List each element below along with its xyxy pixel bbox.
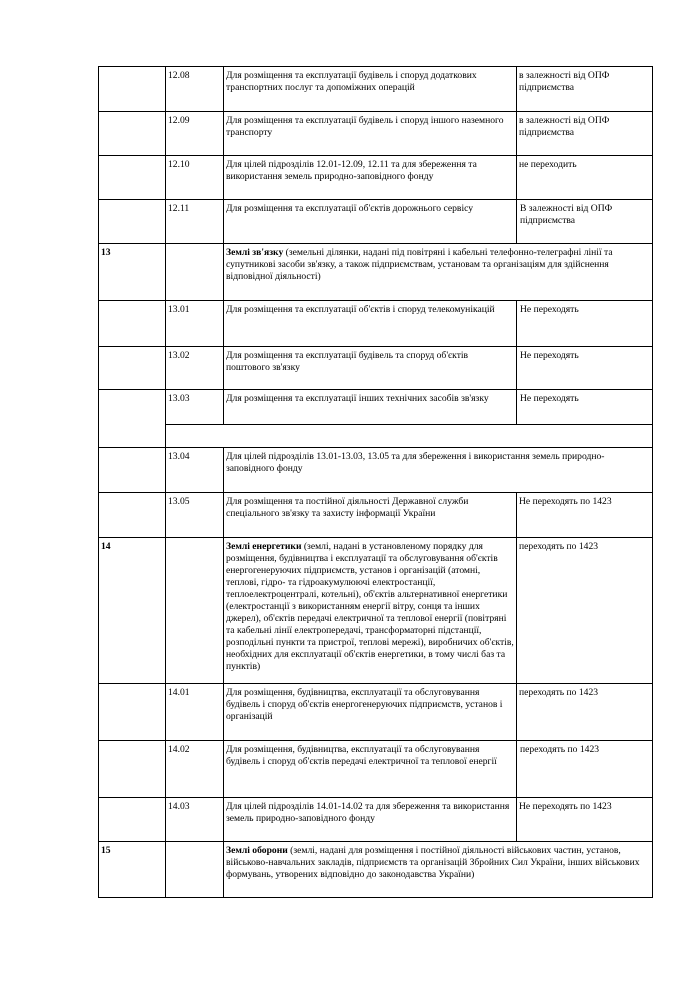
status-cell: переходять по 1423 bbox=[517, 538, 653, 684]
status-cell: переходять по 1423 bbox=[517, 684, 653, 741]
table-row bbox=[99, 493, 653, 538]
empty-cell bbox=[166, 425, 653, 448]
code-cell: 12.08 bbox=[166, 67, 224, 112]
table-row bbox=[99, 200, 653, 244]
section-description bbox=[224, 842, 653, 898]
code-cell: 12.11 bbox=[166, 200, 224, 244]
section-cell bbox=[99, 200, 166, 244]
section-number: 14 bbox=[99, 538, 166, 684]
status-cell: в залежності від ОПФ підприємства bbox=[517, 67, 653, 112]
name-cell: Для розміщення та експлуатації інших технічних засобів зв'язку bbox=[224, 390, 517, 425]
status-cell: Не переходять по 1423 bbox=[517, 798, 653, 842]
section-row bbox=[99, 538, 653, 684]
table-row bbox=[99, 448, 653, 493]
status-cell: переходять по 1423 bbox=[517, 741, 653, 798]
code-cell: 14.01 bbox=[166, 684, 224, 741]
section-cell bbox=[99, 301, 166, 347]
name-cell: Для розміщення, будівництва, експлуатації та обслуговування будівель і споруд об'єктів енергогенеруючих підприємств, установ і організацій bbox=[224, 684, 517, 741]
section-cell bbox=[99, 798, 166, 842]
section-title: Землі енергетики bbox=[226, 541, 302, 552]
name-cell: Для розміщення та експлуатації об'єктів дорожнього сервісу bbox=[224, 200, 517, 244]
section-title: Землі оборони bbox=[226, 845, 288, 856]
section-cell bbox=[99, 67, 166, 112]
section-description bbox=[224, 244, 653, 301]
section-cell bbox=[99, 741, 166, 798]
table-row bbox=[99, 798, 653, 842]
name-cell: Для розміщення, будівництва, експлуатації та обслуговування будівель і споруд об'єктів передачі електричної та теплової енергії bbox=[224, 741, 517, 798]
status-cell: в залежності від ОПФ підприємства bbox=[517, 112, 653, 156]
section-cell bbox=[99, 390, 166, 448]
section-cell bbox=[99, 112, 166, 156]
table-row bbox=[99, 684, 653, 741]
code-cell: 13.05 bbox=[166, 493, 224, 538]
land-classification-table bbox=[98, 66, 653, 898]
empty-row bbox=[99, 425, 653, 448]
name-cell: Для цілей підрозділів 14.01-14.02 та для збереження та використання земель природно-заповідного фонду bbox=[224, 798, 517, 842]
table-row bbox=[99, 67, 653, 112]
code-cell: 12.10 bbox=[166, 156, 224, 200]
code-cell: 13.01 bbox=[166, 301, 224, 347]
section-details: (земельні ділянки, надані під повітряні і кабельні телефонно-телеграфні лінії та супутникові засоби зв'язку, а також підприємствам, установам та організаціям для здійснення відповідної діяльності) bbox=[226, 247, 613, 282]
code-cell bbox=[166, 244, 224, 301]
name-cell: Для цілей підрозділів 13.01-13.03, 13.05 та для збереження і використання земель природно-заповідного фонду bbox=[224, 448, 653, 493]
section-details: (землі, надані для розміщення і постійної діяльності військових частин, установ, військово-навчальних закладів, підприємств та організацій Збройних Сил України, інших військових формувань, утворених відповідно до законодавства України) bbox=[226, 845, 640, 880]
name-cell: Для розміщення та експлуатації будівель та споруд об'єктів поштового зв'язку bbox=[224, 347, 517, 390]
section-description bbox=[224, 538, 517, 684]
code-cell bbox=[166, 538, 224, 684]
section-row bbox=[99, 842, 653, 898]
table-row bbox=[99, 390, 653, 425]
status-cell: Не переходять bbox=[517, 390, 653, 425]
status-cell: Не переходять по 1423 bbox=[517, 493, 653, 538]
name-cell: Для розміщення та експлуатації об'єктів і споруд телекомунікацій bbox=[224, 301, 517, 347]
code-cell: 12.09 bbox=[166, 112, 224, 156]
section-cell bbox=[99, 448, 166, 493]
name-cell: Для розміщення та постійної діяльності Державної служби спеціального зв'язку та захисту інформації України bbox=[224, 493, 517, 538]
code-cell: 13.02 bbox=[166, 347, 224, 390]
status-cell: Не переходять bbox=[517, 347, 653, 390]
section-details: (землі, надані в установленому порядку для розміщення, будівництва і експлуатації та обслуговування об'єктів енергогенеруючих підприємств, установ і організацій (атомні, теплові, гідро- та гідроакумулюючі електростанції, теплоелектроцентралі, котельні), об'єктів альтернативної енергетики (електростанції з використанням енергії вітру, сонця та інших джерел), об'єктів передачі електричної та теплової енергії (повітряні та кабельні лінії електропередачі, трансформаторні підстанції, розподільні пункти та пристрої, теплові мережі), виробничих об'єктів, необхідних для експлуатації об'єктів енергетики, в тому числі баз та пунктів) bbox=[226, 541, 514, 672]
name-cell: Для цілей підрозділів 12.01-12.09, 12.11 та для збереження та використання земель природно-заповідного фонду bbox=[224, 156, 517, 200]
table-row bbox=[99, 301, 653, 347]
section-number: 13 bbox=[99, 244, 166, 301]
code-cell bbox=[166, 842, 224, 898]
code-cell: 13.03 bbox=[166, 390, 224, 425]
table-row bbox=[99, 156, 653, 200]
code-cell: 13.04 bbox=[166, 448, 224, 493]
section-cell bbox=[99, 347, 166, 390]
section-cell bbox=[99, 493, 166, 538]
table-row bbox=[99, 347, 653, 390]
name-cell: Для розміщення та експлуатації будівель і споруд іншого наземного транспорту bbox=[224, 112, 517, 156]
table-row bbox=[99, 741, 653, 798]
name-cell: Для розміщення та експлуатації будівель і споруд додаткових транспортних послуг та допоміжних операцій bbox=[224, 67, 517, 112]
section-number: 15 bbox=[99, 842, 166, 898]
section-cell bbox=[99, 684, 166, 741]
status-cell: Не переходять bbox=[517, 301, 653, 347]
code-cell: 14.02 bbox=[166, 741, 224, 798]
section-title: Землі зв'язку bbox=[226, 247, 284, 258]
status-cell: В залежності від ОПФ підприємства bbox=[517, 200, 653, 244]
table-row bbox=[99, 112, 653, 156]
status-cell: не переходить bbox=[517, 156, 653, 200]
section-cell bbox=[99, 156, 166, 200]
section-row bbox=[99, 244, 653, 301]
code-cell: 14.03 bbox=[166, 798, 224, 842]
